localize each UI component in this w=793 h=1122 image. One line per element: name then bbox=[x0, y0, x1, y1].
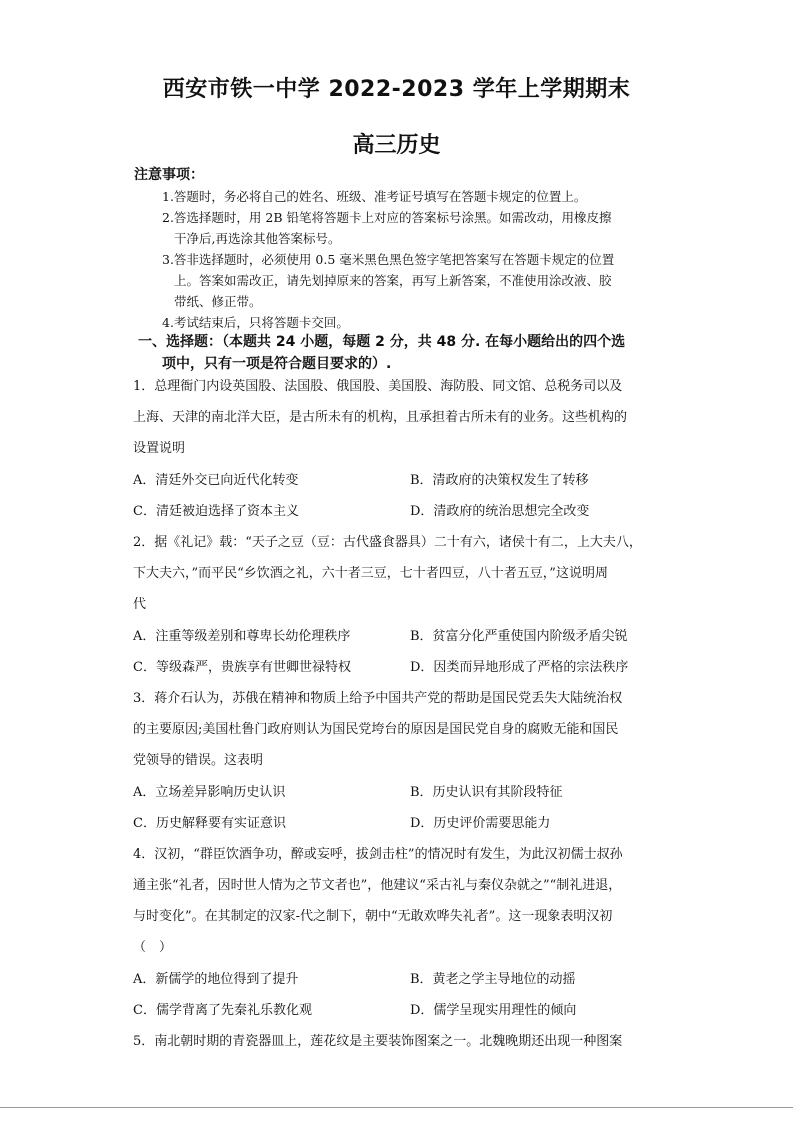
question-1-option-b: B．清政府的决策权发生了转移 bbox=[410, 473, 589, 488]
question-4-line: 通主张“礼者，因时世人情为之节文者也”，他建议“采古礼与秦仪杂就之”“制礼进退， bbox=[133, 878, 622, 893]
question-1-line: 设置说明 bbox=[133, 441, 186, 456]
question-3-option-d: D．历史评价需要思能力 bbox=[410, 816, 551, 831]
notice-item: 2.答选择题时，用 2B 铅笔将答题卡上对应的答案标号涂黑。如需改动，用橡皮擦 bbox=[162, 210, 612, 225]
question-2-option-a: A．注重等级差别和尊卑长幼伦理秩序 bbox=[133, 629, 351, 644]
question-4-blank: （ ） bbox=[133, 940, 173, 955]
question-2-line: 2．据《礼记》载：“天子之豆（豆：古代盛食器具）二十有六，诸侯十有二，上大夫八， bbox=[133, 535, 642, 550]
question-4-option-b: B．黄老之学主导地位的动摇 bbox=[410, 972, 576, 987]
question-2-option-d: D．因类而异地形成了严格的宗法秩序 bbox=[410, 660, 629, 675]
exam-subtitle: 高三历史 bbox=[352, 133, 441, 158]
question-4-line: 4．汉初，“群臣饮酒争功，醉或妄呼，拔剑击柱”的情况时有发生，为此汉初儒士叔孙 bbox=[133, 847, 623, 862]
notice-item-continued: 干净后,再选涂其他答案标号。 bbox=[174, 231, 341, 246]
question-5-line: 5．南北朝时期的青瓷器皿上，莲花纹是主要装饰图案之一。北魏晚期还出现一种图案 bbox=[133, 1034, 623, 1049]
question-2-line: 下大夫六，”而平民“乡饮酒之礼，六十者三豆，七十者四豆，八十者五豆，”这说明周 bbox=[133, 566, 608, 581]
question-1-option-a: A．清廷外交已向近代化转变 bbox=[133, 473, 299, 488]
question-1-option-c: C．清廷被迫选择了资本主义 bbox=[133, 504, 299, 519]
question-3-option-b: B．历史认识有其阶段特征 bbox=[410, 785, 563, 800]
question-2-option-c: C．等级森严，贵族享有世卿世禄特权 bbox=[133, 660, 351, 675]
question-1-line: 上海、天津的南北洋大臣，是古所未有的机构，且承担着古所未有的业务。这些机构的 bbox=[133, 410, 628, 425]
section-heading-line2: 项中，只有一项是符合题目要求的）. bbox=[162, 356, 392, 372]
notice-item-continued: 上。答案如需改正，请先划掉原来的答案，再写上新答案，不准使用涂改液、胶 bbox=[174, 273, 612, 288]
notice-list bbox=[162, 186, 662, 333]
notice-item: 3.答非选择题时，必须使用 0.5 毫米黑色黑色签字笔把答案写在答题卡规定的位置 bbox=[162, 252, 615, 267]
question-2-option-b: B．贫富分化严重使国内阶级矛盾尖锐 bbox=[410, 629, 628, 644]
question-3-option-a: A．立场差异影响历史认识 bbox=[133, 785, 286, 800]
notice-item: 4.考试结束后，只将答题卡交回。 bbox=[162, 315, 349, 330]
question-1-line: 1．总理衙门内设英国股、法国股、俄国股、美国股、海防股、同文馆、总税务司以及 bbox=[133, 379, 623, 394]
question-2-line: 代 bbox=[133, 597, 147, 612]
question-4-option-a: A．新儒学的地位得到了提升 bbox=[133, 972, 299, 987]
question-3-option-c: C．历史解释要有实证意识 bbox=[133, 816, 286, 831]
notice-heading: 注意事项： bbox=[134, 167, 204, 183]
question-4-line: 与时变化”。在其制定的汉家-代之制下，朝中“无敢欢哗失礼者”。这一现象表明汉初 bbox=[133, 909, 613, 924]
question-3-line: 3．蒋介石认为，苏俄在精神和物质上给予中国共产党的帮助是国民党丢失大陆统治权 bbox=[133, 691, 623, 706]
notice-item-continued: 带纸、修正带。 bbox=[174, 294, 262, 309]
question-3-line: 党领导的错误。这表明 bbox=[133, 753, 264, 768]
notice-item: 1.答题时，务必将自己的姓名、班级、准考证号填写在答题卡规定的位置上。 bbox=[162, 189, 587, 204]
section-heading-line1: 一、选择题：（本题共 24 小题，每题 2 分，共 48 分. 在每小题给出的四个选 bbox=[138, 334, 626, 350]
question-3-line: 的主要原因;美国杜鲁门政府则认为国民党垮台的原因是国民党自身的腐败无能和国民 bbox=[133, 722, 619, 737]
exam-title: 西安市铁一中学 2022-2023 学年上学期期末 bbox=[162, 77, 631, 102]
question-4-option-d: D．儒学呈现实用理性的倾向 bbox=[410, 1003, 577, 1018]
page-bottom-divider bbox=[0, 1107, 793, 1108]
question-4-option-c: C．儒学背离了先秦礼乐教化观 bbox=[133, 1003, 312, 1018]
question-1-option-d: D．清政府的统治思想完全改变 bbox=[410, 504, 590, 519]
section-heading bbox=[138, 331, 668, 375]
